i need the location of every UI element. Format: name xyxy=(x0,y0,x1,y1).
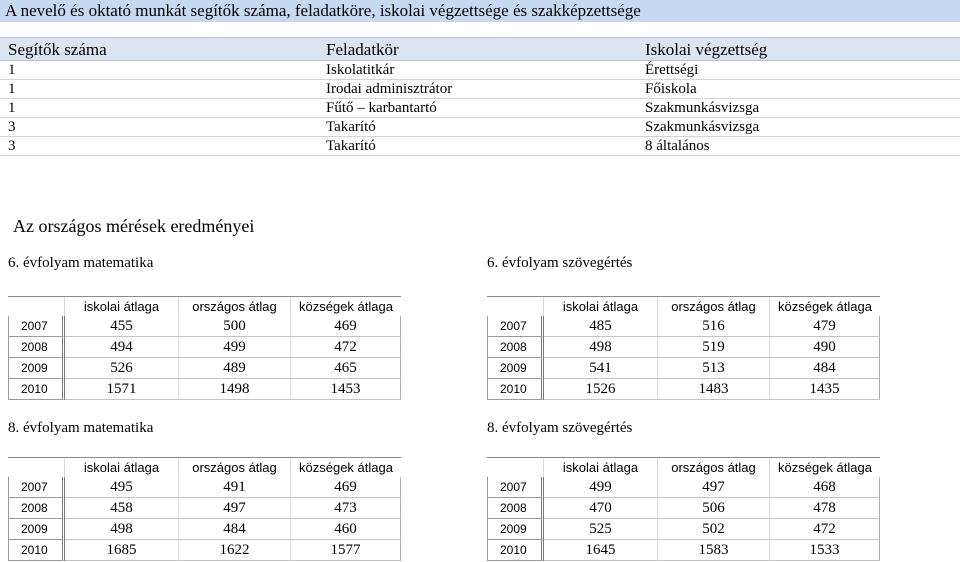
header-national-average: országos átlag xyxy=(658,458,770,477)
education-cell: Szakmunkásvizsga xyxy=(645,100,760,116)
score-table-grade8-math xyxy=(8,457,401,561)
score-row xyxy=(487,519,880,540)
village-average-cell: 465 xyxy=(291,358,401,379)
national-average-cell: 1498 xyxy=(179,379,291,400)
national-average-cell: 516 xyxy=(658,316,770,337)
header-empty-cell xyxy=(487,297,544,316)
header-education: Iskolai végzettség xyxy=(645,40,768,59)
village-average-cell: 1453 xyxy=(291,379,401,400)
header-staff-count: Segítők száma xyxy=(8,40,107,59)
education-cell: 8 általános xyxy=(645,138,710,154)
header-role: Feladatkör xyxy=(326,40,399,59)
school-average-cell: 526 xyxy=(65,358,179,379)
national-average-cell: 500 xyxy=(179,316,291,337)
year-cell: 2007 xyxy=(487,477,544,498)
village-average-cell: 468 xyxy=(770,477,880,498)
role-cell: Takarító xyxy=(326,119,376,135)
score-row xyxy=(487,358,880,379)
school-average-cell: 494 xyxy=(65,337,179,358)
header-school-average: iskolai átlaga xyxy=(65,297,179,316)
village-average-cell: 472 xyxy=(291,337,401,358)
education-cell: Érettségi xyxy=(645,62,699,78)
village-average-cell: 473 xyxy=(291,498,401,519)
school-average-cell: 499 xyxy=(544,477,658,498)
village-average-cell: 1577 xyxy=(291,540,401,561)
score-row xyxy=(487,498,880,519)
school-average-cell: 525 xyxy=(544,519,658,540)
staff-count-cell: 3 xyxy=(8,138,16,154)
year-cell: 2008 xyxy=(487,337,544,358)
national-average-cell: 513 xyxy=(658,358,770,379)
score-table-grade8-reading xyxy=(487,457,880,561)
national-average-cell: 497 xyxy=(179,498,291,519)
score-row xyxy=(487,337,880,358)
village-average-cell: 1435 xyxy=(770,379,880,400)
page-title: A nevelő és oktató munkát segítők száma, feladatköre, iskolai végzettsége és szakképzettsége xyxy=(0,0,960,22)
score-row xyxy=(8,358,401,379)
school-average-cell: 470 xyxy=(544,498,658,519)
school-average-cell: 458 xyxy=(65,498,179,519)
national-average-cell: 484 xyxy=(179,519,291,540)
village-average-cell: 469 xyxy=(291,316,401,337)
year-cell: 2009 xyxy=(8,358,65,379)
score-row xyxy=(487,477,880,498)
education-cell: Szakmunkásvizsga xyxy=(645,119,760,135)
score-table-grade6-math xyxy=(8,296,401,400)
year-cell: 2010 xyxy=(487,540,544,561)
role-cell: Iskolatitkár xyxy=(326,62,395,78)
school-average-cell: 1526 xyxy=(544,379,658,400)
header-school-average: iskolai átlaga xyxy=(65,458,179,477)
score-row xyxy=(8,337,401,358)
header-school-average: iskolai átlaga xyxy=(544,297,658,316)
school-average-cell: 498 xyxy=(544,337,658,358)
year-cell: 2007 xyxy=(8,477,65,498)
score-table-title: 6. évfolyam matematika xyxy=(8,255,154,271)
staff-table xyxy=(0,37,960,156)
year-cell: 2010 xyxy=(487,379,544,400)
table-row xyxy=(0,61,960,80)
school-average-cell: 541 xyxy=(544,358,658,379)
national-average-cell: 499 xyxy=(179,337,291,358)
school-average-cell: 1685 xyxy=(65,540,179,561)
national-average-cell: 519 xyxy=(658,337,770,358)
year-cell: 2009 xyxy=(8,519,65,540)
staff-count-cell: 3 xyxy=(8,119,16,135)
staff-count-cell: 1 xyxy=(8,62,16,78)
score-row xyxy=(8,316,401,337)
year-cell: 2010 xyxy=(8,540,65,561)
role-cell: Fűtő – karbantartó xyxy=(326,100,437,116)
score-row xyxy=(487,316,880,337)
score-row xyxy=(8,477,401,498)
score-table-title: 6. évfolyam szövegértés xyxy=(487,255,633,271)
national-average-cell: 489 xyxy=(179,358,291,379)
year-cell: 2009 xyxy=(487,519,544,540)
year-cell: 2009 xyxy=(487,358,544,379)
village-average-cell: 1533 xyxy=(770,540,880,561)
national-average-cell: 1622 xyxy=(179,540,291,561)
year-cell: 2007 xyxy=(8,316,65,337)
role-cell: Takarító xyxy=(326,138,376,154)
score-table-title: 8. évfolyam szövegértés xyxy=(487,420,633,436)
header-national-average: országos átlag xyxy=(179,297,291,316)
school-average-cell: 1645 xyxy=(544,540,658,561)
school-average-cell: 455 xyxy=(65,316,179,337)
header-national-average: országos átlag xyxy=(658,297,770,316)
national-average-cell: 1583 xyxy=(658,540,770,561)
score-table-title: 8. évfolyam matematika xyxy=(8,420,154,436)
role-cell: Irodai adminisztrátor xyxy=(326,81,453,97)
score-row xyxy=(487,379,880,400)
national-average-cell: 502 xyxy=(658,519,770,540)
village-average-cell: 472 xyxy=(770,519,880,540)
score-table-header xyxy=(487,296,880,316)
national-average-cell: 491 xyxy=(179,477,291,498)
year-cell: 2007 xyxy=(487,316,544,337)
school-average-cell: 1571 xyxy=(65,379,179,400)
score-table-header xyxy=(8,296,401,316)
score-row xyxy=(8,379,401,400)
header-village-average: községek átlaga xyxy=(299,299,393,314)
school-average-cell: 495 xyxy=(65,477,179,498)
score-table-grade6-reading xyxy=(487,296,880,400)
year-cell: 2008 xyxy=(487,498,544,519)
year-cell: 2010 xyxy=(8,379,65,400)
school-average-cell: 498 xyxy=(65,519,179,540)
results-heading: Az országos mérések eredményei xyxy=(13,216,255,236)
header-national-average: országos átlag xyxy=(179,458,291,477)
table-row xyxy=(0,99,960,118)
village-average-cell: 478 xyxy=(770,498,880,519)
score-row xyxy=(8,519,401,540)
score-table-header xyxy=(487,457,880,477)
header-village-average: községek átlaga xyxy=(299,460,393,475)
village-average-cell: 460 xyxy=(291,519,401,540)
staff-count-cell: 1 xyxy=(8,81,16,97)
header-empty-cell xyxy=(8,297,65,316)
year-cell: 2008 xyxy=(8,337,65,358)
score-table-header xyxy=(8,457,401,477)
year-cell: 2008 xyxy=(8,498,65,519)
header-empty-cell xyxy=(8,458,65,477)
national-average-cell: 506 xyxy=(658,498,770,519)
staff-count-cell: 1 xyxy=(8,100,16,116)
staff-table-header xyxy=(0,37,960,61)
header-school-average: iskolai átlaga xyxy=(544,458,658,477)
national-average-cell: 497 xyxy=(658,477,770,498)
table-row xyxy=(0,137,960,156)
village-average-cell: 479 xyxy=(770,316,880,337)
table-row xyxy=(0,118,960,137)
header-village-average: községek átlaga xyxy=(778,460,872,475)
score-row xyxy=(8,540,401,561)
score-row xyxy=(8,498,401,519)
table-row xyxy=(0,80,960,99)
school-average-cell: 485 xyxy=(544,316,658,337)
header-village-average: községek átlaga xyxy=(778,299,872,314)
header-empty-cell xyxy=(487,458,544,477)
village-average-cell: 484 xyxy=(770,358,880,379)
village-average-cell: 490 xyxy=(770,337,880,358)
village-average-cell: 469 xyxy=(291,477,401,498)
score-row xyxy=(487,540,880,561)
education-cell: Főiskola xyxy=(645,81,697,97)
national-average-cell: 1483 xyxy=(658,379,770,400)
